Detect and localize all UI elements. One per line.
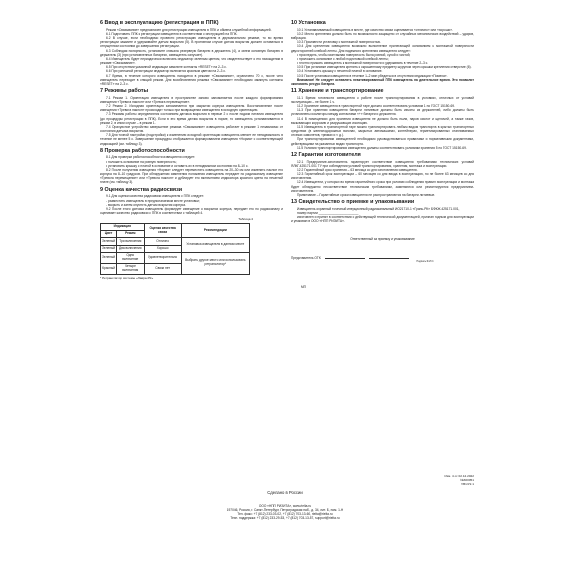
paragraph: 7.2 Режим 2. Исходная ориентация запоминается при закрытии корпуса извещателя. Восстановление после извещения «Тревога наклон» происходит только при возвращении извещателя в исходную ориентацию. — [100, 104, 283, 113]
table-cell: Три включения — [117, 238, 144, 245]
paragraph: 12.1 Предприятие-изготовитель гарантирует соответствие извещателя требованиям технических условий ЯЛКГ.425171.001 ТУ при соблюдении условий транспортирования, хранения, монтажа и эксплуатации. — [291, 159, 474, 168]
paragraph: 6.1 Подготовить ППК к регистрации извещателя в соответствии с инструкцией на ППК. — [106, 31, 238, 36]
table-cell: Связи нет — [144, 263, 181, 274]
revision-line: №300051 — [460, 478, 474, 482]
responsible-label: Ответственный за приемку и упаковывание — [350, 237, 415, 242]
company-footer — [0, 504, 570, 520]
paragraph: 8.1 Для проверки работоспособности извещателя следует: — [106, 155, 196, 160]
signature-line — [325, 256, 365, 259]
paragraph: 9.2 После этого датчика извещатель формирует извещение о вскрытии корпуса, передает его по радиоканалу и оценивает качество радиосвязи с ППК в соответствии с таблицей 4. — [100, 206, 283, 215]
paragraph: 7.3 Режимы работы определяются состоянием датчика вскрытия в первые 2 с после подачи питания извещателя (до процедуры регистрации в ППК). Если в это время датчик вскрытия в норме, то извещатель устанавливается в режим 2, в ином случае – в режим 1. — [100, 112, 283, 125]
table-header: Режим — [117, 231, 144, 238]
paragraph: 10.1 Устанавливаемый извещатель в месте, где качество связи оценивается «отлично» или «хорошо». — [297, 27, 453, 32]
table-caption: Таблица 4 — [238, 217, 253, 222]
paragraph: 6.2 В случае, если необходимо провести регистрацию извещателя в двухканальном режиме, то во время регистрации зажмите и удерживайте датчик вскрытия (5). В противном случае датчик вскрытия должен оставаться в отпущенном состоянии до завершения регистрации. — [100, 36, 283, 49]
paragraph: 12.3 Гарантийный срок эксплуатации – 60 месяцев со дня ввода в эксплуатацию, но не более 63 месяцев со дня изготовления. — [291, 172, 474, 181]
table-header: Индикация — [101, 224, 145, 231]
made-in-russia: Сделано в России — [267, 490, 303, 495]
left-column — [100, 18, 283, 488]
paragraph: номер партии ______________________ — [297, 210, 359, 215]
revision-line: УВ1/У2.1 — [461, 482, 474, 486]
paragraph: При транспортировании извещателей необходимо руководствоваться правилами и нормативными документами, действующими на указанных видах транспорта. — [291, 137, 474, 146]
section-12-title: 12 Гарантии изготовителя — [291, 151, 361, 158]
text-columns — [100, 18, 474, 488]
paragraph: 11.4 В помещениях для хранения извещателя не должно быть пыли, паров кислот и щелочей, а также газов, вызывающих коррозию и разрушающих изоляцию. — [291, 116, 474, 125]
paragraph: Режим «Связывание» предназначен для регистрации извещателя в ППК и обмена служебной информацией. — [106, 27, 272, 32]
section-6-title: 6 Ввод в эксплуатацию (регистрация в ППК) — [100, 20, 219, 26]
otk-label: Представитель ОТК — [291, 255, 321, 260]
table-header: Рекомендации — [181, 224, 249, 238]
paragraph: 10.4 Для крепления извещателя возможно выполнение прилегающей основанием к монтажной поверхности двухсторонней клейкой ленты. Для надежного крепления извещателя следует: — [291, 44, 474, 53]
signature-caption: Подпись Ф.И.О. — [416, 259, 434, 263]
section-13-title: 13 Свидетельство о приемке и упаковывании — [291, 199, 415, 206]
paragraph: • проследить, чтобы монтажная поверхность была ровной, сухой и чистой; — [297, 52, 411, 57]
paragraph: 12.4 Извещатели, у которых во время гарантийного срока при условии соблюдения правил эксплуатации и монтажа будет обнаружено несоответствие техническим требованиям, заменяются или ремонтируются предприятием-изготовителем. — [291, 180, 474, 193]
paragraph: 10.5 При установке извещателя крепить к окрашенному предмету шурупом через крышки крепления отверстие (6). — [297, 65, 472, 70]
paragraph: • приложить основание с любой подготовкой клейкой ленты; — [297, 56, 389, 61]
section-9-title: 9 Оценка качества радиосвязи — [100, 186, 183, 193]
paragraph: 7.1 Режим 1. Ориентация извещателя в пространстве заново запоминается после каждого формирования извещения «Тревога наклон» или «Тревога перемещение». — [100, 95, 283, 104]
paragraph: 11.5 Извещатель в транспортной таре можно транспортировать любым видом транспорта в крытых транспортных средствах (в железнодорожных вагонах, закрытых автомашинах, контейнерах, герметизированных отапливаемых отсеках самолетов, трюмах и т. д.). — [291, 124, 474, 138]
footer-line: Техн. поддержка: +7 (812) 233-29-53, +7 (812) 703-13-57, support@rielta.ru — [230, 516, 340, 520]
table-cell: Удовлетворительно — [144, 252, 181, 263]
table-cell: Зеленый — [101, 252, 117, 263]
table-header: Цвет — [101, 231, 117, 238]
paragraph: 10.4 Установить крышку с печатной платой в основание. — [297, 69, 383, 74]
paragraph: Извещатель охранный точечный инерционный радиоканальный ИО21710-1 «Грань-РК» БФКЖ.425171.001, — [297, 206, 460, 211]
table-cell: Одно включение — [117, 252, 144, 263]
name-line — [369, 256, 409, 259]
stamp-place: МП — [301, 284, 306, 289]
paragraph: 7.4 Орахуисное устройство завершение режима «Связывание» извещатель работает в режиме 1 независимо от состояния датчика вскрытия. — [100, 124, 283, 134]
table-cell: Хорошо — [144, 245, 181, 252]
table-cell: Установка извещателя в данном месте — [181, 238, 249, 252]
paragraph: 6.4 Извещатель будет периодически включать индикатор зеленым цветом, что свидетельствует о его нахождении в режиме «Связывание». — [100, 56, 283, 66]
warranty-note: Примечание – Гарантийные сроки извещателя не распространяются на батареи литиевые. — [297, 192, 436, 197]
paragraph: - вскрыть и затем опустить датчик вскрытия корпуса. — [106, 202, 187, 207]
table-cell: Два включения — [117, 245, 144, 252]
paragraph: 6.7 Время, в течение которого извещатель находится в режиме «Связывание», ограничено 70 с, после чего извещатель переходит в спящий режим. Для возобновления режима «Связывание» необходимо замкнуть контакты «RESET» на 2–3 с. — [100, 73, 283, 86]
paragraph: 10.3 Произвести установку с монтажной поверхностью. — [297, 40, 381, 45]
revision-line: Изм. 4 от 02.12.2022 — [444, 474, 474, 478]
section-7-title: 7 Режимы работы — [100, 87, 149, 94]
section-10-title: 10 Установка — [291, 20, 326, 26]
table-row — [101, 252, 250, 263]
footer-line: Тел. факс: +7 (812) 233-03-02, +7 (812) 703-13-60, rielta@rielta.ru — [237, 512, 333, 516]
footer-line: 197046, Россия, г. Санкт-Петербург, Петроградская наб., д. 34, лит. Б, пом. 1-Н — [226, 508, 344, 512]
paragraph: 11.3 При хранении извещателя батареи литиевые должны быть изъяты из держателей, либо должны быть установлены изоляторы между контактами «+» батареи и держателя. — [291, 108, 474, 117]
table-header: Оценка качества связи — [144, 224, 181, 238]
paragraph: 10.2 Место крепления должно быть по возможности защищено от случайных механических воздействий – ударов, вибрации. — [291, 31, 474, 41]
table-footnote: * Ретранслятор системы «Лавра-РК» — [100, 275, 154, 280]
radio-quality-table — [100, 223, 250, 275]
paragraph: - разместить извещатель в предполагаемом месте установки; — [106, 198, 200, 203]
paragraph: 11.2 Хранение извещателя в транспортной таре должно соответствовать условиям 1 по ГОСТ 15150-69. — [297, 104, 455, 109]
section-11-title: 11 Хранение и транспортирование — [291, 87, 384, 94]
table-cell: Зеленый — [101, 238, 117, 245]
paragraph: 6.5 При отсутствии указанной индикации замкните контакты «RESET» на 2–3 с. — [106, 65, 227, 70]
table-cell: Зеленый — [101, 245, 117, 252]
paragraph: 6.3 Соблюдая полярность, установите сначала резервную батарею в держатель (4), а затем основную батарею в держатель (3) (при установленных батареях, извещатель излучает). — [100, 48, 283, 57]
paragraph: • установить крышку с платой в основание и оставить их в неподвижном состоянии на 8–10 с. — [106, 163, 249, 168]
table-cell: Четыре включения — [117, 263, 144, 274]
paragraph: 12.2 Гарантийный срок хранения – 63 месяца со дня изготовления извещателя. — [297, 167, 418, 172]
paragraph: 9.1 Для оценки качества радиосвязи извещателя с ППК следует: — [106, 194, 204, 199]
paragraph: 10.5 После установки извещателя в течение 1–2 мин убедиться в отсутствии индикации «Помеха». — [297, 73, 448, 78]
paragraph: 11.5 Условия транспортирования извещателя должны соответствовать условиям хранения 5 по ГОСТ 15150-69. — [297, 145, 467, 150]
paragraph: изготовлен и принят в соответствии с действующей технической документацией, признан годным для эксплуатации и упакован в ООО «НПП РИЗИТА». — [291, 215, 474, 224]
table-row — [101, 238, 250, 245]
table-cell: Выбрать другое место или использовать ретранслятор* — [181, 252, 249, 274]
paragraph: 8.2 После получения извещения «Норма» следует переместить извещатель на 20–30 см или изменить наклон его корпуса на 8–10 градусов. При обнаружении изменения положения извещатель передает по радиоканалу извещение «Тревога перемещение» или «Тревога наклон» и дублирует его включением индикатора красного цвета на печатной плате (см. таблицу 3). — [100, 167, 283, 185]
paragraph: 6.6 При успешной регистрации индикатор включится красным цветом на 2–3 с. — [106, 69, 226, 74]
attention-note: Внимание! Не следует оставлять неактивированный ППК извещатель на длительное время. Это позволит экономить ресурс батареи. — [291, 77, 474, 86]
table-cell: Красный — [101, 263, 117, 274]
revision-info — [445, 474, 474, 486]
section-8-title: 8 Проверка работоспособности — [100, 147, 185, 154]
paragraph: • плотно прижать извещатель к монтажной поверхности и удерживать в течение 2–3 с. — [297, 61, 429, 66]
footer-line: ООО «НПП РИЗИТА», www.rielta.ru — [258, 504, 312, 508]
paragraph: 7.5 Для точной настройки (подстройки) к изменению исходной ориентации извещатель меняет ее неподвижность в течение не менее 5 с. Завершение процедуры отображается формированием извещения «Норма» с соответствующей индикацией (см. таблицу 3). — [100, 133, 283, 146]
paragraph: 11.1 Время готовности извещателя к работе после транспортирования в условиях, отличных от условий эксплуатации – не более 1 ч. — [291, 95, 474, 104]
right-column — [291, 18, 474, 488]
paragraph: • положить основание на ровную поверхность; — [106, 159, 177, 164]
table-cell: Отлично — [144, 238, 181, 245]
